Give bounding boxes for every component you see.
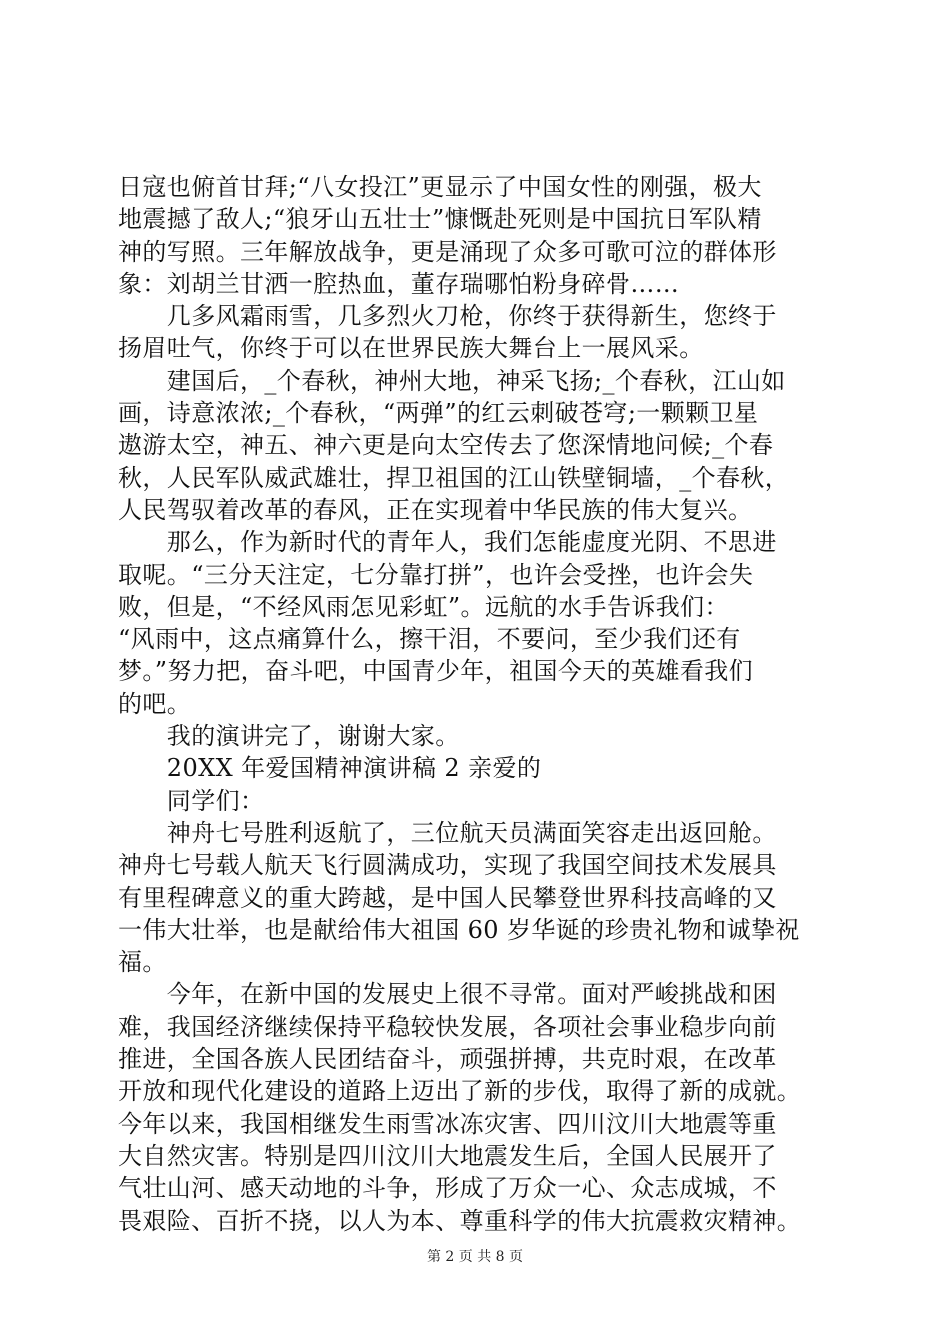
text-line: 梦。”努力把，奋斗吧，中国青少年，祖国今天的英雄看我们 xyxy=(118,657,754,686)
text-line: 扬眉吐气，你终于可以在世界民族大舞台上一展风采。 xyxy=(118,334,704,363)
text-line: “风雨中，这点痛算什么，擦干泪，不要问，至少我们还有 xyxy=(118,625,741,654)
text-line: 福。 xyxy=(118,948,167,977)
text-line: 今年以来，我国相继发生雨雪冰冻灾害、四川汶川大地震等重 xyxy=(118,1109,777,1138)
text-line: 败，但是，“不经风雨怎见彩虹”。远航的水手告诉我们： xyxy=(118,592,729,621)
text-line: 画，诗意浓浓;_个春秋，“两弹”的红云刺破苍穹;一颗颗卫星 xyxy=(118,399,759,428)
text-line: 难，我国经济继续保持平稳较快发展，各项社会事业稳步向前 xyxy=(118,1012,777,1041)
text-line: 大自然灾害。特别是四川汶川大地震发生后，全国人民展开了 xyxy=(118,1141,777,1170)
text-line: 我的演讲完了，谢谢大家。 xyxy=(118,722,460,751)
text-line: 的吧。 xyxy=(118,689,192,718)
page-number-footer: 第 2 页 共 8 页 xyxy=(426,1249,524,1265)
text-line: 遨游太空，神五、神六更是向太空传去了您深情地问候;_个春 xyxy=(118,431,774,460)
text-line: 推进，全国各族人民团结奋斗，顽强拼搏，共克时艰，在改革 xyxy=(118,1045,777,1074)
text-line: 日寇也俯首甘拜;“八女投江”更显示了中国女性的刚强，极大 xyxy=(118,173,762,201)
text-line: 人民驾驭着改革的春风，正在实现着中华民族的伟大复兴。 xyxy=(118,495,753,524)
text-line: 20XX 年爱国精神演讲稿 2 亲爱的 xyxy=(118,754,542,783)
text-line: 神舟七号载人航天飞行圆满成功，实现了我国空间技术发展具 xyxy=(118,851,777,880)
text-line: 几多风霜雨雪，几多烈火刀枪，你终于获得新生，您终于 xyxy=(118,302,777,331)
text-line: 建国后，_个春秋，神州大地，神采飞扬;_个春秋，江山如 xyxy=(118,366,786,395)
text-line: 开放和现代化建设的道路上迈出了新的步伐，取得了新的成就。 xyxy=(118,1077,802,1106)
text-line: 今年，在新中国的发展史上很不寻常。面对严峻挑战和困 xyxy=(118,980,777,1009)
text-line: 地震撼了敌人;“狼牙山五壮士”慷慨赴死则是中国抗日军队精 xyxy=(118,205,762,234)
text-line: 神的写照。三年解放战争，更是涌现了众多可歌可泣的群体形 xyxy=(118,237,777,266)
text-line: 那么，作为新时代的青年人，我们怎能虚度光阴、不思进 xyxy=(118,528,777,557)
text-line: 有里程碑意义的重大跨越，是中国人民攀登世界科技高峰的又 xyxy=(118,883,777,912)
text-line: 畏艰险、百折不挠，以人为本、尊重科学的伟大抗震救灾精神。 xyxy=(118,1206,802,1235)
text-line: 象：刘胡兰甘洒一腔热血，董存瑞哪怕粉身碎骨…… xyxy=(118,269,680,298)
text-line: 取呢。“三分天注定，七分靠打拼”，也许会受挫，也许会失 xyxy=(118,560,754,589)
text-line: 秋，人民军队威武雄壮，捍卫祖国的江山铁壁铜墙，_个春秋， xyxy=(118,463,790,492)
text-line: 神舟七号胜利返航了，三位航天员满面笑容走出返回舱。 xyxy=(118,818,777,847)
text-line: 同学们： xyxy=(118,786,265,815)
text-line: 一伟大壮举，也是献给伟大祖国 60 岁华诞的珍贵礼物和诚挚祝 xyxy=(118,915,800,944)
text-line: 气壮山河、感天动地的斗争，形成了万众一心、众志成城，不 xyxy=(118,1174,777,1203)
document-body xyxy=(118,171,848,1237)
